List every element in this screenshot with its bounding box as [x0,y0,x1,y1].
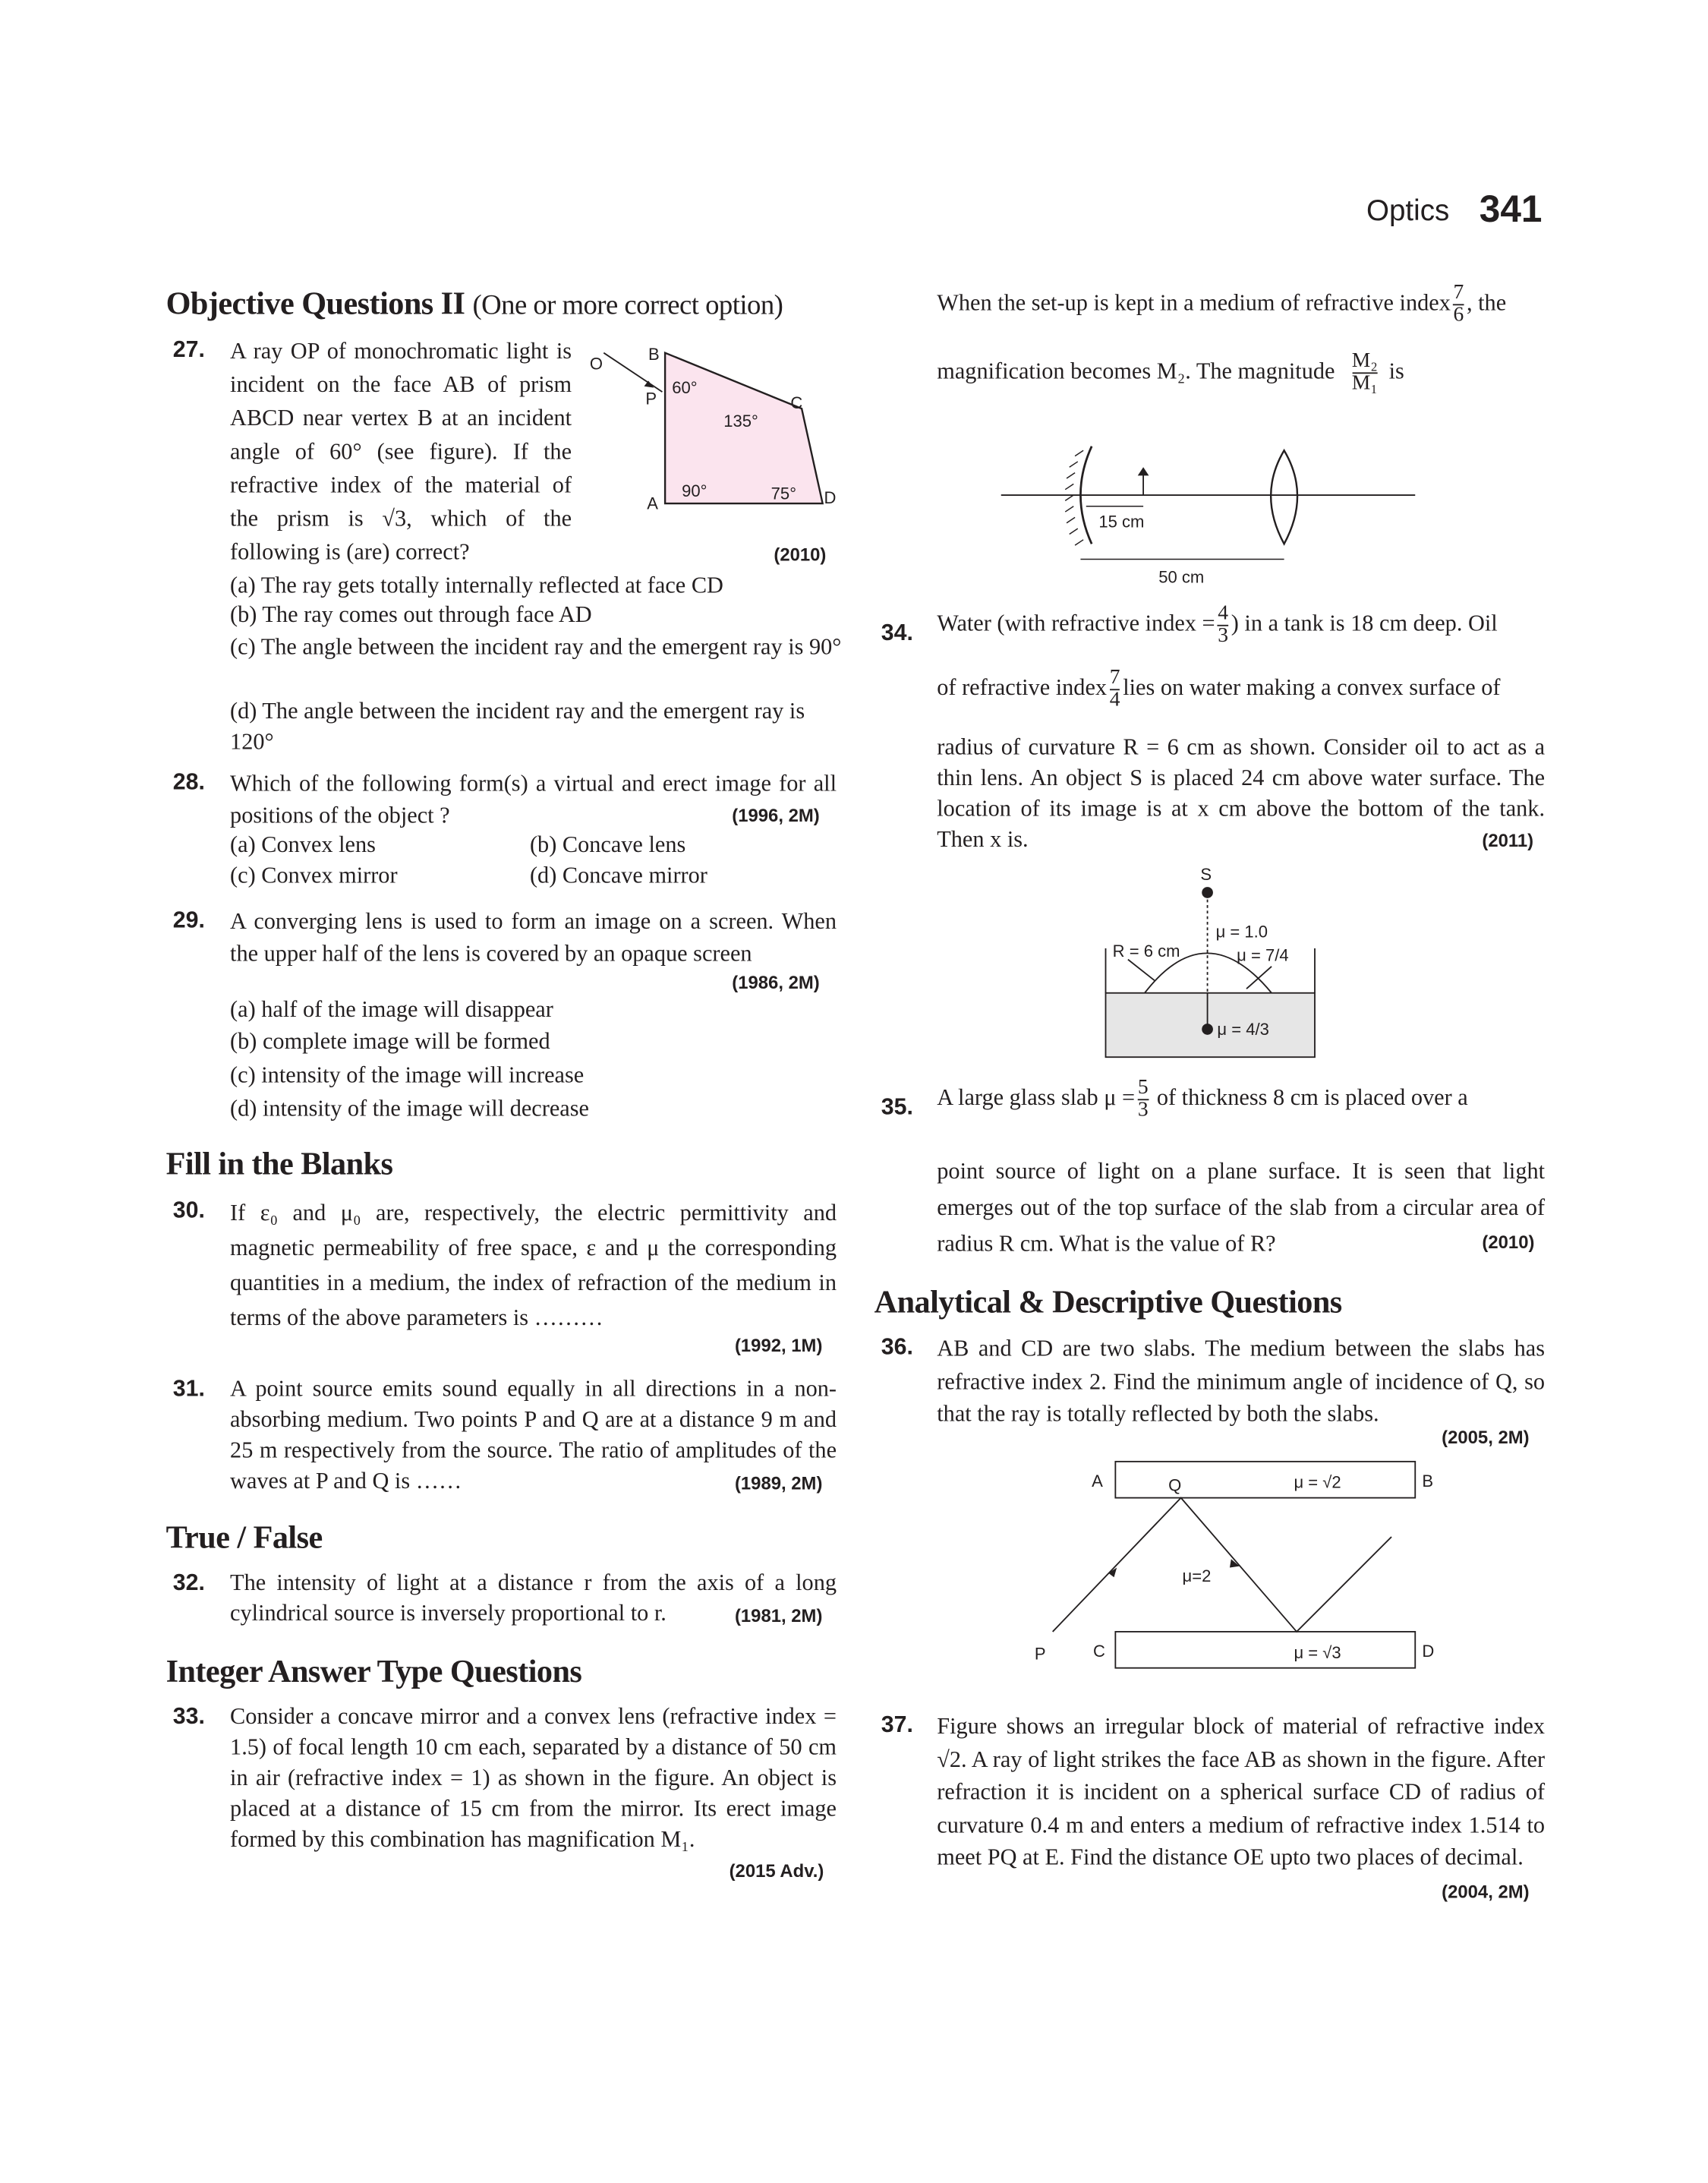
slabs-figure [1034,1450,1457,1674]
text: of refractive index [937,674,1108,701]
oil-water-tank-figure [1101,858,1325,1068]
question-year: (1981, 2M) [734,1605,823,1626]
text: Water (with refractive index = [937,610,1215,637]
denominator: 6 [1453,304,1464,327]
text: is [1388,357,1404,384]
label-A: A [647,494,658,513]
numerator: 7 [1453,282,1464,304]
question-year: (2010) [774,544,827,565]
numerator: 4 [1218,602,1229,625]
distance-15cm: 15 cm [1098,512,1145,532]
option-a: (a) half of the image will disappear [230,995,553,1023]
question-number: 29. [172,907,205,933]
label-mu-top: μ = √2 [1294,1472,1341,1492]
page-number: 341 [1479,188,1543,231]
section-heading-fill: Fill in the Blanks [165,1146,393,1181]
question-number: 35. [881,1094,913,1120]
label-mu-air: μ = 1.0 [1215,922,1268,942]
question-year: (1996, 2M) [732,804,820,826]
question-number: 30. [172,1197,205,1223]
label-C: C [1092,1641,1105,1661]
distance-50cm: 50 cm [1158,567,1205,587]
heading-text: Objective Questions II [165,285,465,321]
question-year: (2011) [1482,829,1534,851]
angle-D: 75° [770,484,797,503]
option-a: (a) Convex lens [230,831,376,858]
angle-A: 90° [682,481,707,500]
label-D: D [824,488,837,508]
question-number: 33. [172,1704,205,1730]
denominator: 4 [1109,689,1120,711]
section-heading-objective [166,286,783,323]
label-C: C [790,393,803,413]
option-c: (c) Convex mirror [230,862,398,888]
question-number: 31. [172,1376,205,1402]
mirror-lens-figure [997,440,1422,593]
question-year: (1989, 2M) [734,1472,823,1494]
question-year: (2015 Adv.) [729,1860,824,1882]
question-30-text: If ε₀ and μ₀ are, respectively, the electric permittivity and magnetic permeability of free space, ε and μ the corresponding quantities in a medium, the index of refraction of the medium in terms of the above parameters is ……… [230,1199,837,1331]
numerator: M₂ [1351,350,1378,373]
label-mu-oil: μ = 7/4 [1237,945,1289,965]
fraction [1352,352,1378,395]
question-number: 37. [881,1712,913,1738]
label-O: O [589,354,603,374]
question-year: (1986, 2M) [732,972,820,993]
question-number: 32. [172,1570,205,1596]
label-A: A [1092,1471,1103,1491]
label-radius: R = 6 cm [1112,941,1180,961]
label-mu-middle: μ=2 [1182,1566,1212,1585]
fraction [1454,283,1464,327]
text: When the set-up is kept in a medium of refractive index [937,289,1451,316]
denominator: 3 [1218,624,1229,648]
text: A large glass slab μ = [937,1084,1136,1111]
question-number: 28. [172,769,205,795]
question-number: 27. [172,337,205,363]
denominator: M₁ [1351,372,1378,395]
prism-figure [578,339,850,520]
question-34-text: radius of curvature R = 6 cm as shown. Consider oil to act as a thin lens. An object S is placed 24 cm above water surface. The location of its image is at x cm above the bottom of the tank. Then x is. [937,733,1546,853]
angle-B: 60° [672,377,698,397]
text: lies on water making a convex surface of [1123,674,1501,701]
fraction [1218,604,1228,647]
label-D: D [1422,1641,1435,1661]
label-B: B [1422,1471,1434,1491]
option-c: (c) The angle between the incident ray and the emergent ray is 90° [230,633,842,660]
question-29-text: A converging lens is used to form an image on a screen. When the upper half of the lens is covered by an opaque screen [230,907,837,967]
option-a: (a) The ray gets totally internally reflected at face CD [230,572,723,598]
label-Q: Q [1168,1475,1182,1495]
text: , the [1466,289,1507,316]
option-d: (d) Concave mirror [529,862,707,888]
section-heading-true-false: True / False [165,1520,323,1555]
label-mu-bottom: μ = √3 [1294,1642,1341,1662]
section-heading-integer: Integer Answer Type Questions [165,1654,582,1689]
angle-C: 135° [723,412,758,431]
option-c: (c) intensity of the image will increase [230,1061,585,1088]
question-34-line2 [937,668,1550,711]
option-b: (b) complete image will be formed [230,1027,550,1055]
text: of thickness 8 cm is placed over a [1156,1084,1468,1111]
label-B: B [648,344,660,364]
text: ) in a tank is 18 cm deep. Oil [1231,610,1498,637]
question-year: (2004, 2M) [1442,1881,1530,1903]
label-mu-water: μ = 4/3 [1217,1019,1269,1039]
label-S: S [1200,864,1212,884]
question-year: (2005, 2M) [1442,1426,1530,1448]
numerator: 5 [1137,1076,1149,1099]
label-P: P [645,389,657,409]
fraction [1110,668,1120,711]
question-number: 34. [881,620,913,646]
heading-subtitle: (One or more correct option) [472,290,783,321]
question-34-line1 [937,604,1550,647]
question-31-text: A point source emits sound equally in all directions in a non-absorbing medium. Two points P and Q are at a distance 9 m and 25 m respectively from the source. The ratio of amplitudes of the waves at P and Q is …… [230,1374,837,1494]
option-d: (d) intensity of the image will decrease [230,1094,590,1121]
question-36-text: AB and CD are two slabs. The medium between the slabs has refractive index 2. Find the minimum angle of incidence of Q, so that the ray is totally reflected by both the slabs. [937,1334,1546,1427]
question-year: (1992, 1M) [734,1334,823,1356]
option-b: (b) Concave lens [529,831,686,858]
question-27-text: A ray OP of monochromatic light is incident on the face AB of prism ABCD near vertex B at an incident angle of 60° (see figure). If the refractive index of the material of the prism is √3, which of the following is (are) correct? [230,337,572,565]
question-37-text: Figure shows an irregular block of material of refractive index √2. A ray of light strikes the face AB as shown in the figure. After refraction it is incident on a spherical surface CD of radius of curvature 0.4 m and enters a medium of refractive index 1.514 to meet PQ at E. Find the distance OE upto two places of decimal. [937,1712,1546,1871]
chapter-title: Optics [1366,195,1450,228]
question-35-text: point source of light on a plane surface. It is seen that light emerges out of the top surface of the slab from a circular area of radius R cm. What is the value of R? [937,1157,1546,1257]
question-33-continued-line1 [937,283,1550,327]
label-P: P [1034,1644,1046,1664]
question-33-continued-line2 [937,352,1550,395]
question-35-line1 [937,1078,1550,1121]
question-year: (2010) [1482,1231,1535,1253]
option-d: (d) The angle between the incident ray and the emergent ray is 120° [230,697,805,755]
denominator: 3 [1137,1099,1149,1121]
text: magnification becomes M₂. The magnitude [937,357,1335,384]
question-33-text: Consider a concave mirror and a convex lens (refractive index = 1.5) of focal length 10 cm each, separated by a distance of 50 cm in air (refractive index = 1) as shown in the figure. An object is placed at a distance of 15 cm from the mirror. Its erect image formed by this combination has magnification M₁. [230,1702,837,1853]
question-number: 36. [881,1334,913,1360]
question-32-text: The intensity of light at a distance r from the axis of a long cylindrical source is inversely proportional to r. [230,1569,837,1626]
numerator: 7 [1109,666,1120,689]
fraction [1138,1078,1149,1121]
option-b: (b) The ray comes out through face AD [230,601,592,628]
section-heading-analytical: Analytical & Descriptive Questions [874,1284,1342,1320]
question-28-text: Which of the following form(s) a virtual and erect image for all positions of the object ? [230,769,837,828]
